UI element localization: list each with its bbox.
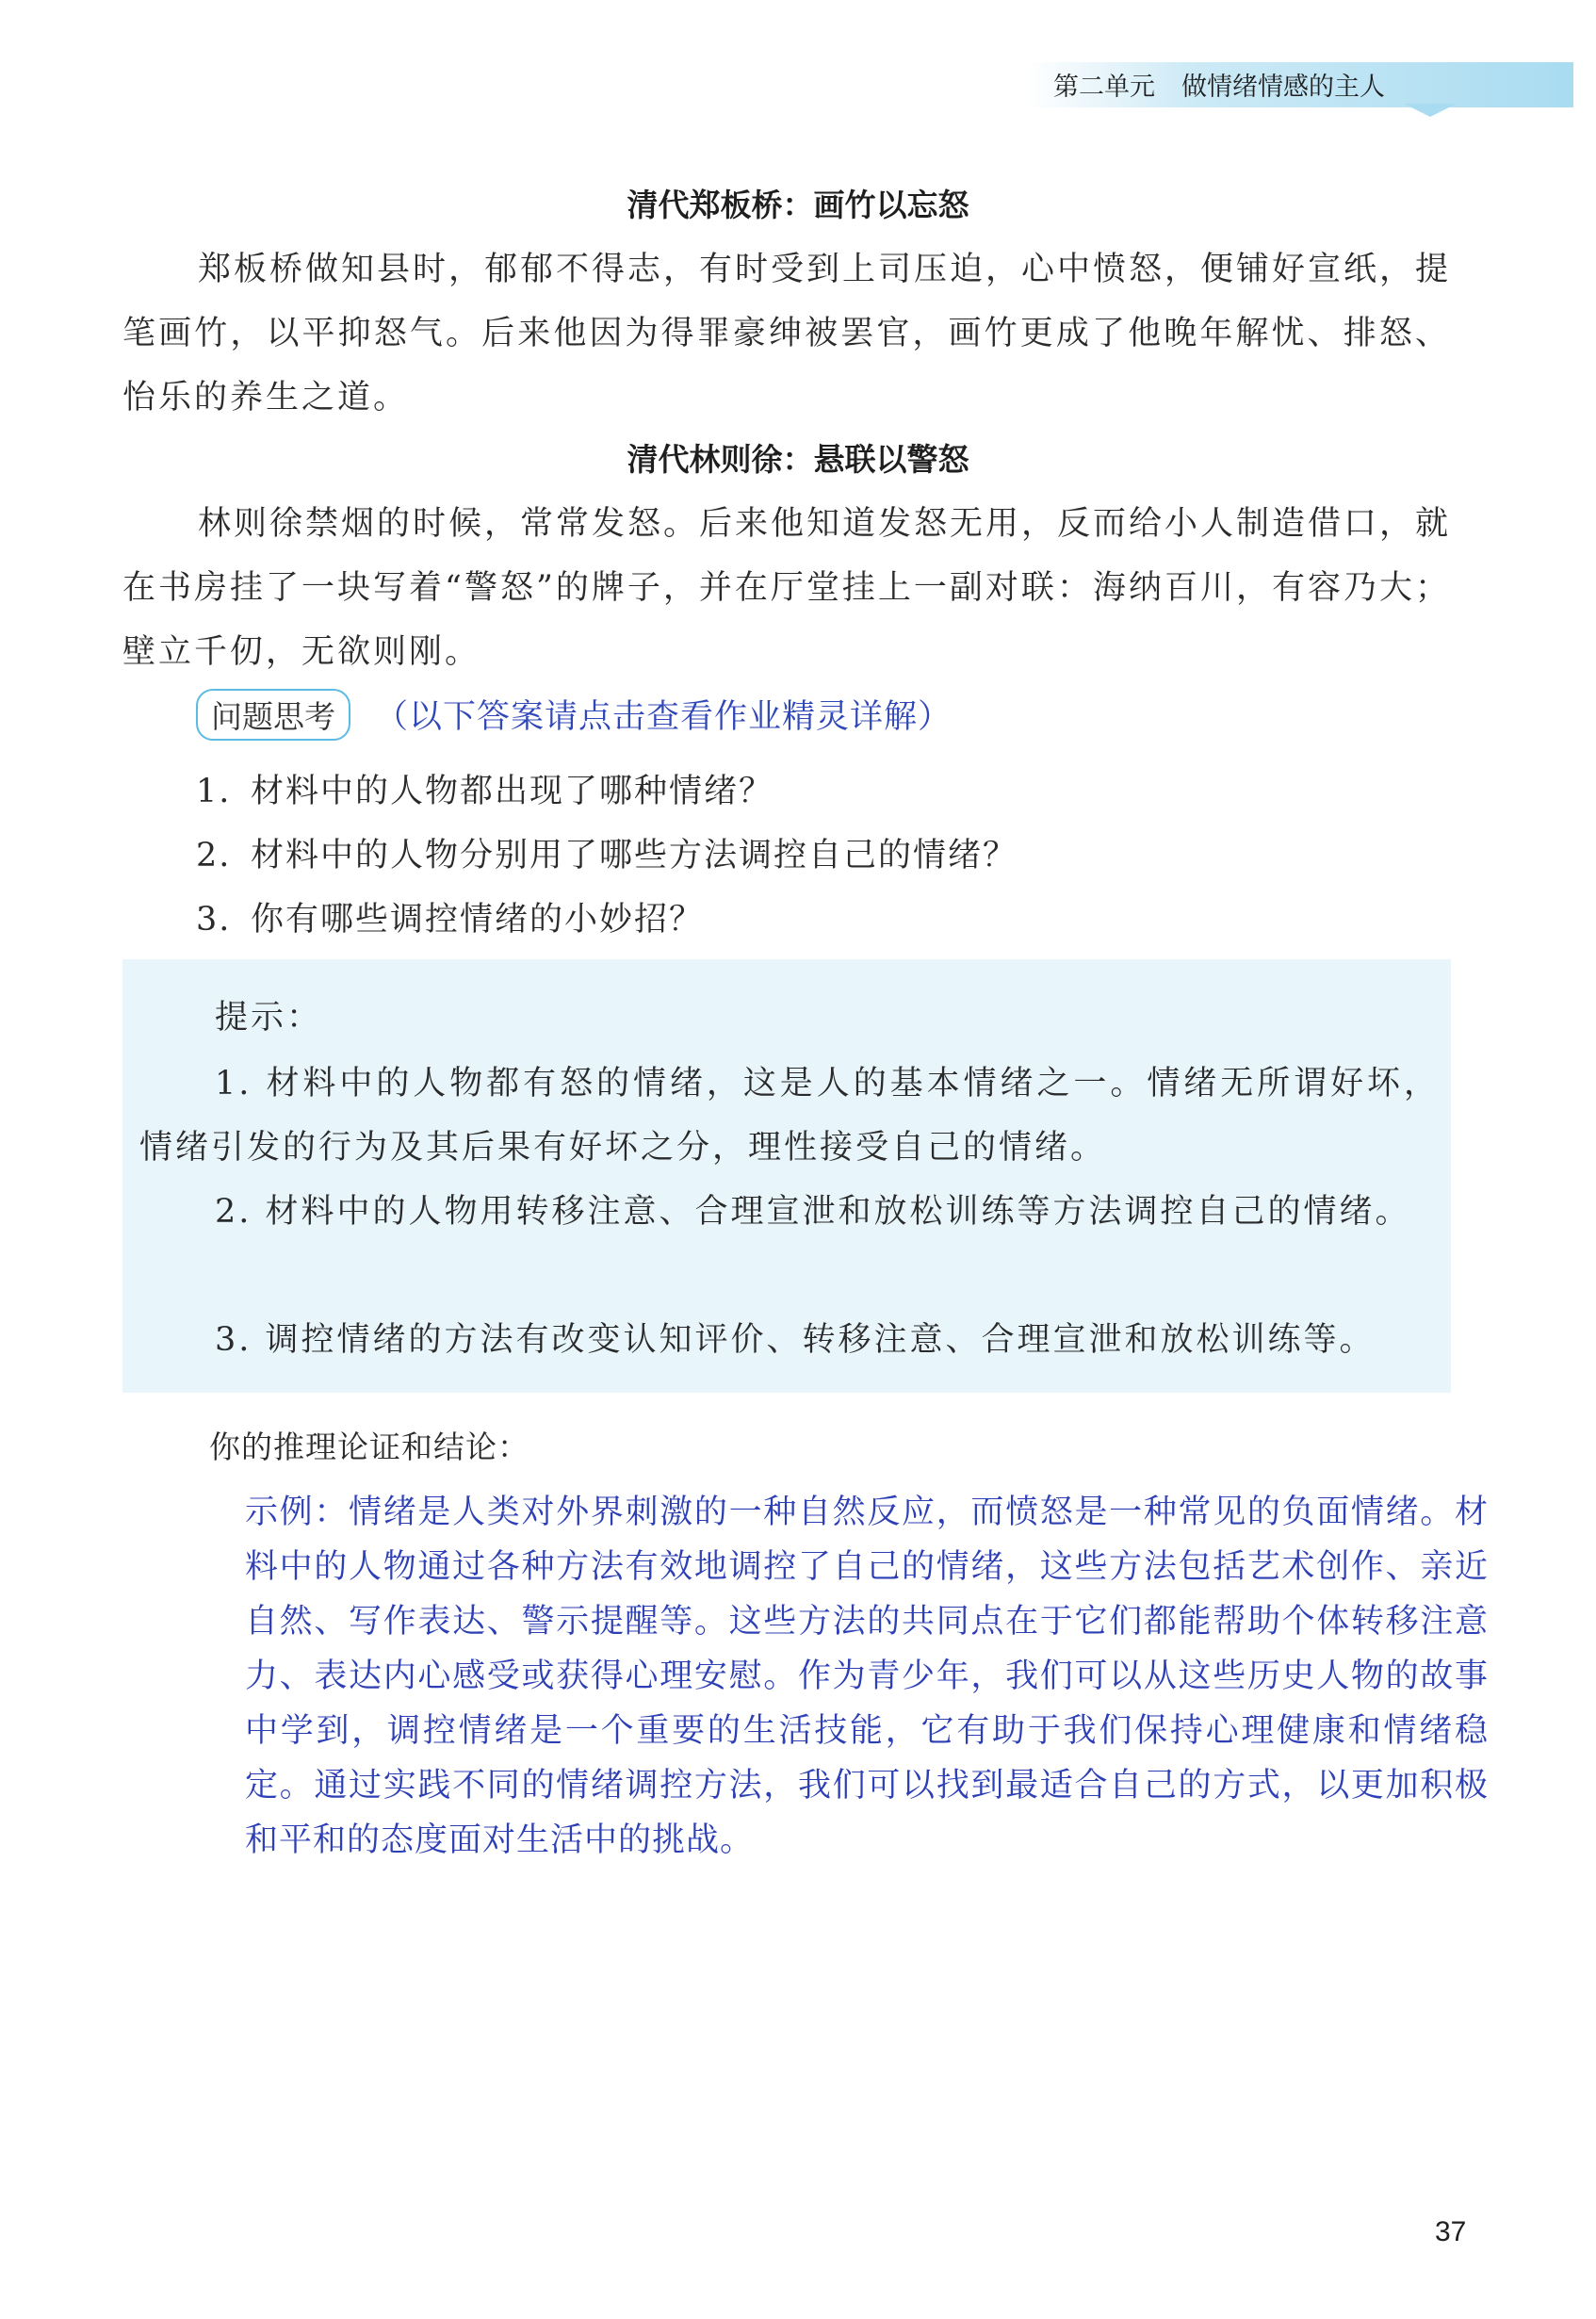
hint-text: 2. 材料中的人物用转移注意、合理宣泄和放松训练等方法调控自己的情绪。: [215, 1193, 1411, 1231]
unit-title: 做情绪情感的主人: [1181, 73, 1385, 102]
hint-item: [139, 1052, 1440, 1180]
sample-answer: 示例：情绪是人类对外界刺激的一种自然反应，而愤怒是一种常见的负面情绪。材料中的人物通过各种方法有效地调控了自己的情绪，这些方法包括艺术创作、亲近自然、写作表达、警示提醒等。这些方法的共同点在于它们都能帮助个体转移注意力、表达内心感受或获得心理安慰。作为青少年，我们可以从这些历史人物的故事中学到，调控情绪是一个重要的生活技能，它有助于我们保持心理健康和情绪稳定。通过实践不同的情绪调控方法，我们可以找到最适合自己的方式，以更加积极和平和的态度面对生活中的挑战。: [245, 1494, 1489, 1859]
hint-item: [139, 1308, 1440, 1372]
unit-label: 第二单元: [1053, 73, 1155, 102]
page-number: 37: [1435, 2216, 1467, 2247]
question-item: [196, 893, 704, 940]
story-text: 林则徐禁烟的时候，常常发怒。后来他知道发怒无用，反而给小人制造借口，就在书房挂了一块写着“警怒”的牌子，并在厅堂挂上一副对联：海纳百川，有容乃大；壁立千仞，无欲则刚。: [122, 505, 1452, 671]
question-number: 1.: [196, 773, 232, 810]
hint-text: 1. 材料中的人物都有怒的情绪，这是人的基本情绪之一。情绪无所谓好坏，情绪引发的行为及其后果有好坏之分，理性接受自己的情绪。: [139, 1065, 1440, 1167]
question-tag: 问题思考: [196, 689, 350, 741]
running-header: [1053, 66, 1385, 103]
hint-item: [139, 1180, 1440, 1244]
reasoning-label: 你的推理论证和结论：: [209, 1429, 529, 1465]
question-text: 材料中的人物都出现了哪种情绪？: [251, 773, 774, 810]
question-number: 3.: [196, 901, 232, 939]
question-item: [196, 829, 1018, 876]
answer-link-note[interactable]: （以下答案请点击查看作业精灵详解）: [375, 698, 953, 736]
question-text: 材料中的人物分别用了哪些方法调控自己的情绪？: [251, 837, 1018, 874]
hint-title: 提示：: [215, 999, 323, 1037]
story-paragraph: [122, 237, 1451, 430]
story-paragraph: [122, 492, 1451, 684]
hint-text: 3. 调控情绪的方法有改变认知评价、转移注意、合理宣泄和放松训练等。: [215, 1321, 1376, 1359]
story-title: 清代林则徐：悬联以警怒: [627, 441, 969, 478]
question-header: [196, 686, 952, 743]
question-item: [196, 765, 774, 812]
question-text: 你有哪些调控情绪的小妙招？: [251, 901, 705, 939]
question-number: 2.: [196, 837, 232, 874]
header-notch: [1404, 104, 1457, 117]
story-title: 清代郑板桥：画竹以忘怒: [627, 187, 969, 223]
story-text: 郑板桥做知县时，郁郁不得志，有时受到上司压迫，心中愤怒，便铺好宣纸，提笔画竹，以平抑怒气。后来他因为得罪豪绅被罢官，画竹更成了他晚年解忧、排怒、怡乐的养生之道。: [122, 251, 1452, 416]
